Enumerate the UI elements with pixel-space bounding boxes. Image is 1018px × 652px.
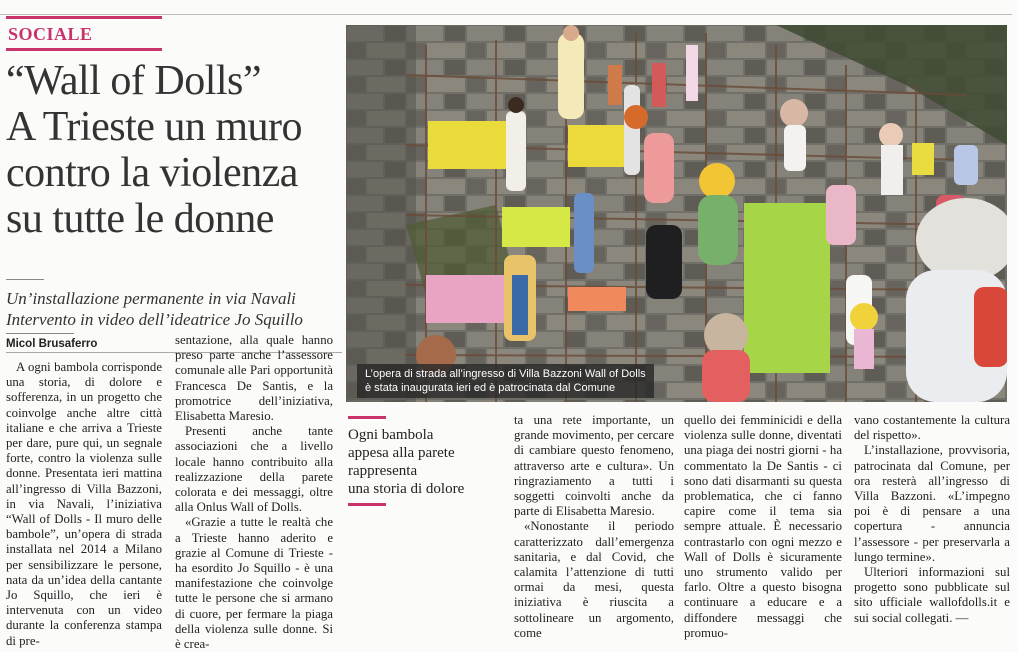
- paragraph: L’installazione, provvisoria, patrocinata dal Comune, per ora resterà all’ingresso di Villa Bazzoni. «L’impegno poi è di pensare a una copertura - annuncia l’assessore - per preservarla a lungo termine».: [854, 443, 1010, 564]
- paragraph: «Grazie a tutte le realtà che a Trieste hanno aderito e grazie al Comune di Trieste - ha esordito Jo Squillo - è una manifestazione che coinvolge tutte le persone che si armano di cuore, per fermare la piaga della violenza sulle donne. Si è crea-: [175, 515, 333, 652]
- paragraph: «Nonostante il periodo caratterizzato dall’emergenza sanitaria, e dal Covid, che calamita l’attenzione di tutti ormai da mesi, questa iniziativa è riuscita a sottolineare un argomento, come: [514, 519, 674, 640]
- caption-line: è stata inaugurata ieri ed è patrocinata dal Comune: [365, 382, 616, 394]
- photo-caption: [357, 364, 654, 398]
- sign-yellow: [428, 121, 506, 169]
- pull-quote: [348, 426, 488, 498]
- headline-line: contro la violenza: [6, 150, 298, 196]
- sign-lime: [502, 207, 570, 247]
- page-top-rule: [0, 14, 1012, 15]
- sign-pink: [426, 275, 506, 323]
- sign-yellow: [568, 125, 626, 167]
- paragraph: sentazione, alla quale hanno preso parte anche l’assessore comunale alle Pari opportunità Francesca De Santis, e la promotrice dell’iniziativa, Elisabetta Maresio.: [175, 333, 333, 424]
- article-column-3: [514, 413, 674, 641]
- section-rule-bottom: [6, 48, 162, 51]
- subhead-rule: [6, 279, 44, 280]
- headline-line: su tutte le donne: [6, 196, 274, 242]
- paragraph: ta una rete importante, un grande movimento, per cercare di cambiare questo fenomeno, attraverso arte e cultura». Un ringraziamento a tutti i soggetti coinvolti anche da parte di Elisabetta Maresio.: [514, 413, 674, 519]
- caption-line: L’opera di strada all’ingresso di Villa Bazzoni Wall of Dolls: [365, 368, 646, 380]
- quote-line: Ogni bambola: [348, 427, 434, 443]
- quote-rule-top: [348, 416, 386, 419]
- paragraph: A ogni bambola corrisponde una storia, di dolore e sofferenza, in un progetto che coinvolge anche altre città italiane e che arriva a Trieste per dare, pure qui, un segnale forte, contro la violenza sulle donne. Presentata ieri mattina all’ingresso di Villa Bazzoni, in via Navali, l’iniziativa “Wall of Dolls - Il muro delle bambole”, un’opera di strada installata nel 2014 a Milano per sensibilizzare le persone, nata da un’idea della cantante Jo Squillo, che ieri è intervenuta con un video durante la conferenza stampa di pre-: [6, 360, 162, 648]
- sign-green: [744, 203, 830, 373]
- section-label: SOCIALE: [8, 24, 93, 44]
- quote-rule-bottom: [348, 503, 386, 506]
- subhead-line: Un’installazione permanente in via Navali: [6, 289, 296, 308]
- wall-of-dolls-photo: [346, 25, 1007, 402]
- subheadline: [6, 288, 342, 330]
- article-column-1: [6, 360, 162, 649]
- quote-line: rappresenta: [348, 463, 418, 479]
- paragraph: vano costantemente la cultura del rispetto».: [854, 413, 1010, 443]
- paragraph: Presenti anche tante associazioni che a livello locale hanno contribuito alla realizzazione della parete colorata e dei messaggi, oltre alla Onlus Wall of Dolls.: [175, 424, 333, 515]
- sign-orange: [568, 287, 626, 311]
- subhead-line: Intervento in video dell’ideatrice Jo Squillo: [6, 310, 303, 329]
- paragraph: Ulteriori informazioni sul progetto sono pubblicate sul sito ufficiale wallofdolls.it e sui social collegati. —: [854, 565, 1010, 625]
- article-column-4: [684, 413, 842, 641]
- headline-line: A Trieste un muro: [6, 104, 303, 150]
- quote-line: appesa alla parete: [348, 445, 455, 461]
- article-column-5: [854, 413, 1010, 626]
- quote-line: una storia di dolore: [348, 481, 465, 497]
- section-rule-top: [6, 16, 162, 19]
- byline-rule: [6, 333, 74, 334]
- headline: [6, 58, 342, 242]
- paragraph: quello dei femminicidi e della violenza sulle donne, diventati una piaga dei nostri giorni - ha commentato la De Santis - ci sono dati disarmanti su questa problematica, che ci fanno capire come il tema sia sempre attuale. È necessario contrastarlo con ogni mezzo e Wall of Dolls è sicuramente uno strumento valido per farlo. Oltre a questo bisogna continuare a educare e a diffondere messaggi che promuo-: [684, 413, 842, 640]
- byline: Micol Brusaferro: [6, 338, 98, 350]
- headline-line: “Wall of Dolls”: [6, 58, 262, 104]
- article-column-2: [175, 333, 333, 652]
- article-photo: [346, 25, 1007, 402]
